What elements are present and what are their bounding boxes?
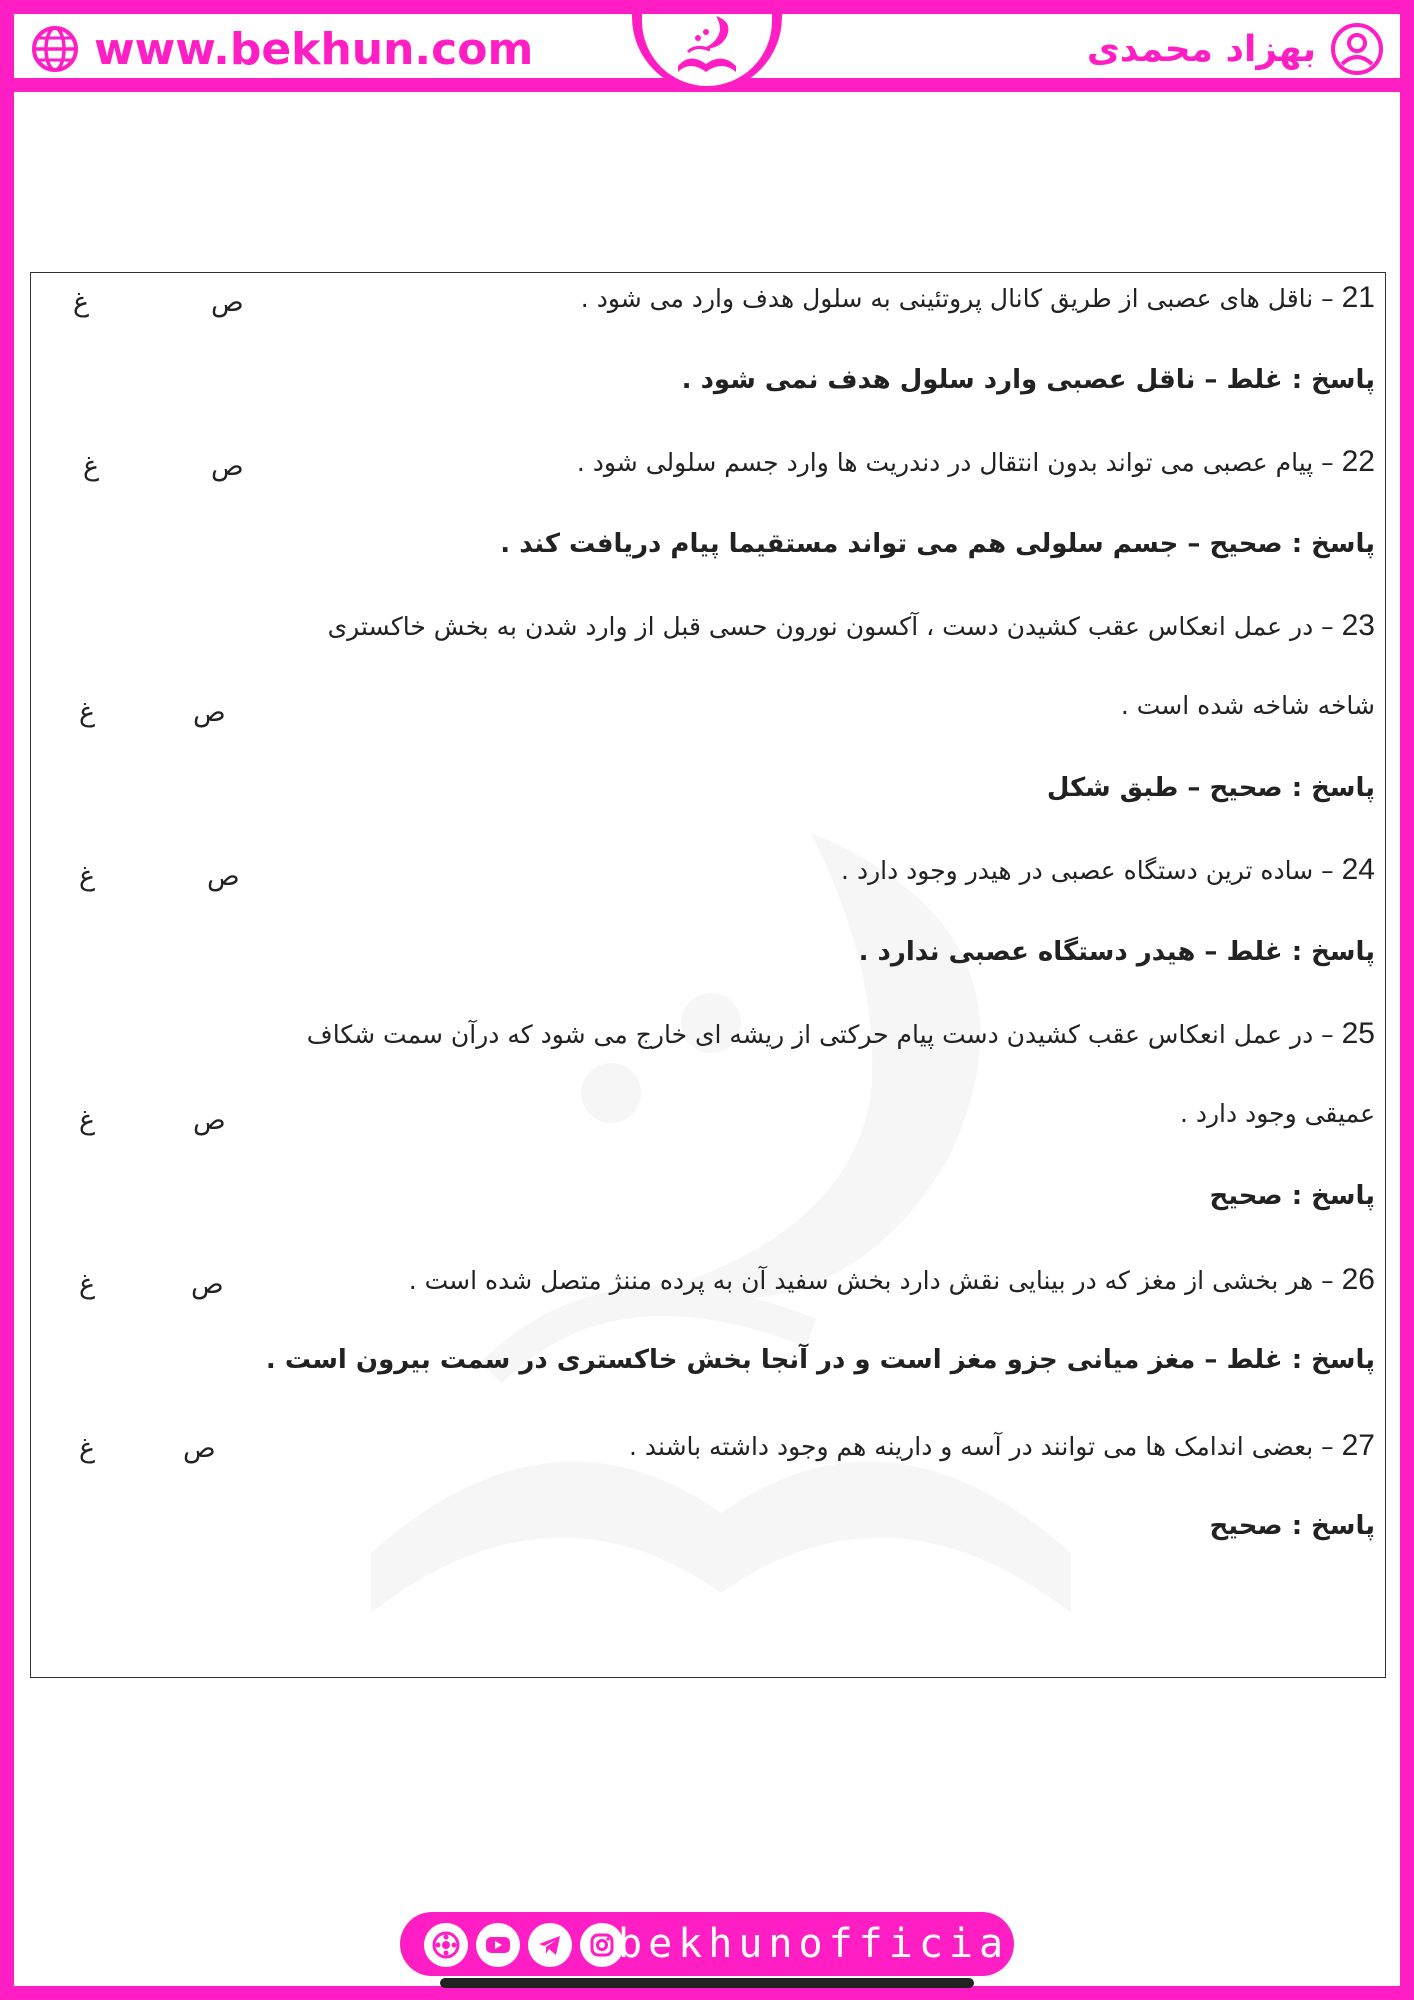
answer-25: پاسخ : صحیح bbox=[1209, 1181, 1375, 1211]
question-number: 27 bbox=[1341, 1429, 1375, 1462]
question-text: – ساده ترین دستگاه عصبی در هیدر وجود دارد . bbox=[841, 856, 1334, 885]
question-text: – هر بخشی از مغز که در بینایی نقش دارد بخش سفید آن به پرده مننژ متصل شده است . bbox=[408, 1266, 1334, 1295]
user-icon bbox=[1330, 22, 1384, 76]
website-link[interactable] bbox=[30, 18, 533, 80]
question-24 bbox=[41, 853, 1375, 887]
option-false[interactable]: غ bbox=[73, 287, 90, 318]
question-25 bbox=[41, 1017, 1375, 1051]
question-text: – ناقل های عصبی از طریق کانال پروتئینی به سلول هدف وارد می شود . bbox=[580, 284, 1334, 313]
question-number: 26 bbox=[1341, 1263, 1375, 1296]
option-true[interactable]: ص bbox=[191, 1269, 224, 1300]
option-false[interactable]: غ bbox=[79, 1433, 96, 1464]
option-false[interactable]: غ bbox=[83, 451, 100, 482]
question-text: – پیام عصبی می تواند بدون انتقال در دندریت ها وارد جسم سلولی شود . bbox=[576, 448, 1334, 477]
question-number: 23 bbox=[1341, 609, 1375, 642]
option-true[interactable]: ص bbox=[211, 451, 244, 482]
question-text: – بعضی اندامک ها می توانند در آسه و دارینه هم وجود داشته باشند . bbox=[629, 1432, 1334, 1461]
answer-26: پاسخ : غلط – مغز میانی جزو مغز است و در آنجا بخش خاکستری در سمت بیرون است . bbox=[265, 1345, 1375, 1375]
option-false[interactable]: غ bbox=[79, 1269, 96, 1300]
question-text: – در عمل انعکاس عقب کشیدن دست ، آکسون نورون حسی قبل از وارد شدن به بخش خاکستری bbox=[327, 612, 1334, 641]
question-23-line2: شاخه شاخه شده است . bbox=[1120, 691, 1375, 720]
question-27 bbox=[41, 1429, 1375, 1463]
answer-23: پاسخ : صحیح – طبق شکل bbox=[1046, 773, 1375, 803]
social-icons bbox=[424, 1922, 624, 1968]
question-23 bbox=[41, 609, 1375, 643]
contact-icon[interactable] bbox=[424, 1923, 468, 1967]
question-number: 24 bbox=[1341, 853, 1375, 886]
option-true[interactable]: ص bbox=[207, 861, 240, 892]
answer-24: پاسخ : غلط – هیدر دستگاه عصبی ندارد . bbox=[858, 937, 1375, 967]
option-false[interactable]: غ bbox=[79, 861, 96, 892]
question-box bbox=[30, 272, 1386, 1678]
question-26 bbox=[41, 1263, 1375, 1297]
youtube-icon[interactable] bbox=[476, 1923, 520, 1967]
option-false[interactable]: غ bbox=[79, 697, 96, 728]
question-number: 22 bbox=[1341, 445, 1375, 478]
author-badge bbox=[1087, 18, 1384, 80]
answer-21: پاسخ : غلط – ناقل عصبی وارد سلول هدف نمی شود . bbox=[681, 365, 1375, 395]
globe-icon bbox=[30, 24, 80, 74]
question-number: 21 bbox=[1341, 281, 1375, 314]
option-false[interactable]: غ bbox=[79, 1105, 96, 1136]
option-true[interactable]: ص bbox=[193, 697, 226, 728]
footer-shadow bbox=[440, 1978, 974, 1988]
watermark-logo bbox=[291, 793, 1151, 1713]
answer-27: پاسخ : صحیح bbox=[1209, 1511, 1375, 1541]
footer-handle[interactable]: bekhunofficial bbox=[618, 1921, 1040, 1967]
question-25-line2: عمیقی وجود دارد . bbox=[1179, 1099, 1375, 1128]
option-true[interactable]: ص bbox=[211, 287, 244, 318]
option-true[interactable]: ص bbox=[183, 1433, 216, 1464]
website-text: www.bekhun.com bbox=[94, 23, 534, 75]
question-number: 25 bbox=[1341, 1017, 1375, 1050]
option-true[interactable]: ص bbox=[193, 1105, 226, 1136]
author-name: بهزاد محمدی bbox=[1086, 28, 1316, 70]
bekhun-logo bbox=[660, 8, 754, 88]
question-text: – در عمل انعکاس عقب کشیدن دست پیام حرکتی از ریشه ای خارج می شود که درآن سمت شکاف bbox=[306, 1020, 1334, 1049]
telegram-icon[interactable] bbox=[528, 1923, 572, 1967]
answer-22: پاسخ : صحیح – جسم سلولی هم می تواند مستقیما پیام دریافت کند . bbox=[500, 529, 1375, 559]
